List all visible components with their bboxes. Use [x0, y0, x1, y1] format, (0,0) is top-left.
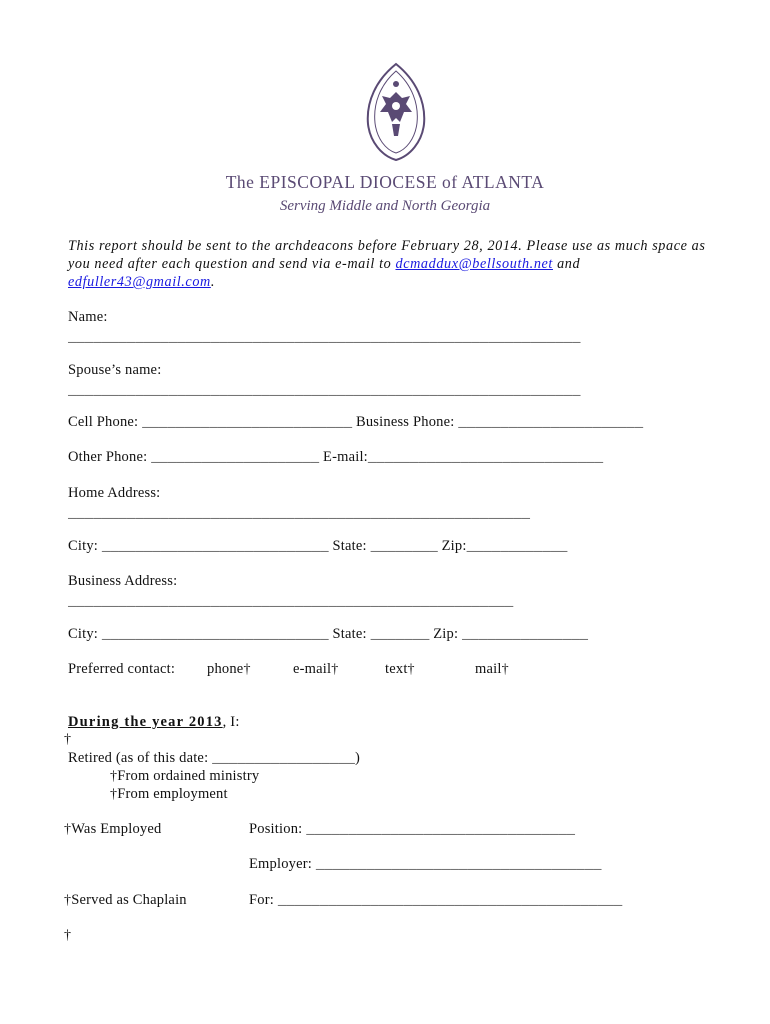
checkbox-icon[interactable]: †: [407, 662, 415, 677]
email-link-dcmaddux[interactable]: dcmaddux@bellsouth.net: [395, 256, 553, 272]
from-ministry-checkbox[interactable]: †: [110, 769, 118, 784]
other-phone-field[interactable]: ____________________: [151, 450, 320, 466]
option-label: mail: [475, 661, 502, 677]
checkbox-icon[interactable]: †: [501, 662, 509, 677]
employer-field[interactable]: __________________________________: [315, 857, 602, 873]
org-title: The EPISCOPAL DIOCESE of ATLANTA: [225, 172, 545, 192]
section-heading: During the year 2013: [68, 714, 223, 730]
instructions-paragraph: [68, 237, 728, 291]
other-phone-label: Other Phone:: [68, 449, 148, 465]
additional-checkbox[interactable]: †: [64, 928, 72, 943]
retired-date-field[interactable]: _________________: [212, 751, 355, 767]
for-label: For:: [249, 892, 274, 908]
chaplain-checkbox[interactable]: †: [64, 893, 72, 908]
state-label: State:: [332, 538, 367, 554]
option-label: phone: [207, 661, 244, 677]
retired-close: ): [354, 750, 360, 766]
business-phone-field[interactable]: ______________________: [458, 415, 644, 431]
intro-text: This report should be sent to the archdeacons before February 28, 2014. Please use as much space as you need after each question and send via e-mail to: [68, 238, 706, 272]
business-zip-field[interactable]: _______________: [462, 627, 589, 643]
diocese-seal: [364, 62, 428, 162]
was-employed-label: Was Employed: [71, 821, 162, 837]
business-city-field[interactable]: ___________________________: [101, 627, 329, 643]
from-employment-label: From employment: [117, 786, 228, 802]
from-ministry-label: From ordained ministry: [117, 768, 260, 784]
business-address-field[interactable]: _____________________________________________________: [68, 594, 514, 610]
retired-label: Retired (as of this date:: [68, 750, 213, 766]
name-label: Name:: [68, 309, 108, 325]
retired-checkbox[interactable]: †: [64, 732, 72, 747]
spouse-field[interactable]: _____________________________________________________________: [68, 383, 581, 399]
employer-label: Employer:: [249, 856, 313, 872]
spouse-label: Spouse’s name:: [68, 362, 162, 378]
city-field[interactable]: ___________________________: [101, 539, 329, 555]
checkbox-icon[interactable]: †: [331, 662, 339, 677]
cell-phone-field[interactable]: _________________________: [142, 415, 353, 431]
section-heading-suffix: , I:: [222, 714, 240, 730]
zip-field[interactable]: ____________: [466, 539, 568, 555]
intro-text-and: and: [552, 256, 581, 272]
org-subtitle: Serving Middle and North Georgia: [279, 198, 491, 214]
position-field[interactable]: ________________________________: [306, 822, 576, 838]
business-phone-label: Business Phone:: [355, 414, 455, 430]
name-field[interactable]: _____________________________________________________________: [68, 330, 581, 346]
from-employment-checkbox[interactable]: †: [110, 787, 118, 802]
chaplain-label: Served as Chaplain: [71, 892, 187, 908]
option-label: text: [385, 661, 408, 677]
contact-option-mail[interactable]: [475, 661, 509, 678]
intro-text-end: .: [210, 274, 216, 290]
cell-phone-label: Cell Phone:: [68, 414, 139, 430]
home-address-label: Home Address:: [68, 485, 161, 501]
business-zip-label: Zip:: [433, 626, 459, 642]
home-address-field[interactable]: _______________________________________________________: [68, 506, 531, 522]
business-state-label: State:: [332, 626, 367, 642]
option-label: e-mail: [293, 661, 332, 677]
email-link-edfuller[interactable]: edfuller43@gmail.com: [68, 274, 211, 290]
business-state-field[interactable]: _______: [370, 627, 430, 643]
position-label: Position:: [249, 821, 303, 837]
city-label: City:: [68, 538, 99, 554]
contact-option-email[interactable]: [293, 661, 338, 678]
preferred-contact-label: Preferred contact:: [68, 661, 176, 677]
zip-label: Zip:: [441, 538, 467, 554]
email-field[interactable]: ____________________________: [367, 450, 604, 466]
for-field[interactable]: _________________________________________: [277, 893, 623, 909]
was-employed-checkbox[interactable]: †: [64, 822, 72, 837]
contact-option-phone[interactable]: [207, 661, 251, 678]
business-address-label: Business Address:: [68, 573, 178, 589]
state-field[interactable]: ________: [370, 539, 438, 555]
business-city-label: City:: [68, 626, 99, 642]
email-label: E-mail:: [323, 449, 368, 465]
contact-option-text[interactable]: [385, 661, 415, 678]
checkbox-icon[interactable]: †: [243, 662, 251, 677]
